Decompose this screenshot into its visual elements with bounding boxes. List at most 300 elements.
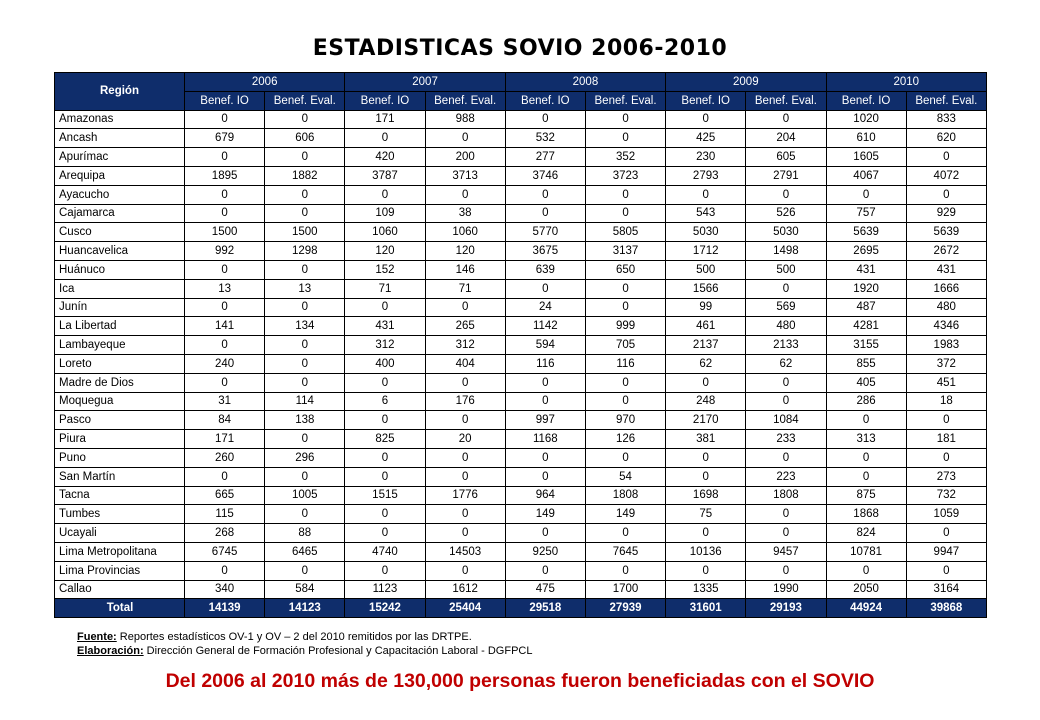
value-cell: 0 (585, 129, 665, 148)
sub-header-benef-eval: Benef. Eval. (746, 91, 826, 110)
value-cell: 0 (826, 185, 906, 204)
value-cell: 10781 (826, 542, 906, 561)
value-cell: 0 (425, 561, 505, 580)
value-cell: 855 (826, 354, 906, 373)
value-cell: 0 (185, 561, 265, 580)
value-cell: 0 (585, 392, 665, 411)
value-cell: 3787 (345, 166, 425, 185)
region-cell: Junín (55, 298, 185, 317)
region-cell: San Martín (55, 467, 185, 486)
table-row (55, 129, 987, 148)
value-cell: 13 (185, 279, 265, 298)
region-cell: Tacna (55, 486, 185, 505)
value-cell: 0 (505, 373, 585, 392)
value-cell: 138 (265, 411, 345, 430)
sub-header-benef-eval: Benef. Eval. (585, 91, 665, 110)
value-cell: 0 (265, 185, 345, 204)
table-row (55, 561, 987, 580)
value-cell: 248 (666, 392, 746, 411)
table-row (55, 430, 987, 449)
sub-header-benef-io: Benef. IO (666, 91, 746, 110)
value-cell: 99 (666, 298, 746, 317)
value-cell: 0 (185, 110, 265, 129)
region-cell: Tumbes (55, 505, 185, 524)
table-row (55, 279, 987, 298)
value-cell: 0 (505, 392, 585, 411)
value-cell: 606 (265, 129, 345, 148)
value-cell: 1776 (425, 486, 505, 505)
value-cell: 0 (425, 524, 505, 543)
value-cell: 62 (746, 354, 826, 373)
value-cell: 10136 (666, 542, 746, 561)
value-cell: 1168 (505, 430, 585, 449)
value-cell: 9947 (906, 542, 986, 561)
value-cell: 2137 (666, 336, 746, 355)
value-cell: 431 (345, 317, 425, 336)
value-cell: 120 (345, 242, 425, 261)
value-cell: 0 (585, 373, 665, 392)
value-cell: 1500 (265, 223, 345, 242)
total-label: Total (55, 599, 185, 618)
value-cell: 0 (185, 336, 265, 355)
value-cell: 0 (425, 298, 505, 317)
value-cell: 4281 (826, 317, 906, 336)
elaboration-note (77, 644, 532, 658)
value-cell: 584 (265, 580, 345, 599)
value-cell: 1498 (746, 242, 826, 261)
value-cell: 679 (185, 129, 265, 148)
value-cell: 2170 (666, 411, 746, 430)
source-note (77, 630, 532, 644)
region-cell: Huancavelica (55, 242, 185, 261)
value-cell: 824 (826, 524, 906, 543)
value-cell: 0 (265, 148, 345, 167)
total-value-cell: 14139 (185, 599, 265, 618)
value-cell: 1020 (826, 110, 906, 129)
value-cell: 1698 (666, 486, 746, 505)
table-row (55, 524, 987, 543)
region-cell: Ayacucho (55, 185, 185, 204)
value-cell: 0 (265, 260, 345, 279)
value-cell: 1895 (185, 166, 265, 185)
total-value-cell: 31601 (666, 599, 746, 618)
total-value-cell: 29193 (746, 599, 826, 618)
value-cell: 88 (265, 524, 345, 543)
value-cell: 650 (585, 260, 665, 279)
value-cell: 0 (265, 561, 345, 580)
sub-header-benef-io: Benef. IO (185, 91, 265, 110)
table-row (55, 204, 987, 223)
value-cell: 0 (345, 185, 425, 204)
table-row (55, 411, 987, 430)
value-cell: 0 (746, 524, 826, 543)
value-cell: 1515 (345, 486, 425, 505)
value-cell: 532 (505, 129, 585, 148)
value-cell: 116 (505, 354, 585, 373)
value-cell: 0 (585, 448, 665, 467)
value-cell: 31 (185, 392, 265, 411)
value-cell: 0 (425, 411, 505, 430)
sub-header-benef-io: Benef. IO (826, 91, 906, 110)
region-cell: Pasco (55, 411, 185, 430)
source-label: Fuente: (77, 631, 117, 643)
value-cell: 0 (746, 505, 826, 524)
value-cell: 0 (425, 448, 505, 467)
region-cell: Loreto (55, 354, 185, 373)
value-cell: 20 (425, 430, 505, 449)
region-cell: Lima Provincias (55, 561, 185, 580)
value-cell: 296 (265, 448, 345, 467)
value-cell: 6465 (265, 542, 345, 561)
value-cell: 171 (345, 110, 425, 129)
value-cell: 0 (666, 524, 746, 543)
value-cell: 543 (666, 204, 746, 223)
value-cell: 0 (425, 373, 505, 392)
value-cell: 75 (666, 505, 746, 524)
sub-header-benef-io: Benef. IO (505, 91, 585, 110)
value-cell: 425 (666, 129, 746, 148)
value-cell: 4067 (826, 166, 906, 185)
value-cell: 115 (185, 505, 265, 524)
value-cell: 1335 (666, 580, 746, 599)
region-cell: Madre de Dios (55, 373, 185, 392)
value-cell: 0 (746, 561, 826, 580)
region-cell: Puno (55, 448, 185, 467)
value-cell: 0 (666, 373, 746, 392)
value-cell: 0 (425, 129, 505, 148)
value-cell: 825 (345, 430, 425, 449)
value-cell: 0 (265, 298, 345, 317)
value-cell: 4740 (345, 542, 425, 561)
value-cell: 2793 (666, 166, 746, 185)
table-row (55, 260, 987, 279)
value-cell: 526 (746, 204, 826, 223)
value-cell: 1005 (265, 486, 345, 505)
value-cell: 0 (746, 373, 826, 392)
value-cell: 480 (906, 298, 986, 317)
table-row (55, 580, 987, 599)
value-cell: 461 (666, 317, 746, 336)
value-cell: 705 (585, 336, 665, 355)
value-cell: 1084 (746, 411, 826, 430)
value-cell: 0 (505, 524, 585, 543)
value-cell: 230 (666, 148, 746, 167)
value-cell: 475 (505, 580, 585, 599)
value-cell: 500 (666, 260, 746, 279)
value-cell: 620 (906, 129, 986, 148)
value-cell: 0 (666, 561, 746, 580)
value-cell: 0 (185, 260, 265, 279)
table-row (55, 110, 987, 129)
table-row (55, 298, 987, 317)
value-cell: 0 (666, 110, 746, 129)
region-cell: Piura (55, 430, 185, 449)
page-title: ESTADISTICAS SOVIO 2006-2010 (312, 36, 728, 61)
value-cell: 181 (906, 430, 986, 449)
region-cell: Apurímac (55, 148, 185, 167)
value-cell: 0 (585, 185, 665, 204)
table-row (55, 354, 987, 373)
value-cell: 0 (425, 467, 505, 486)
value-cell: 992 (185, 242, 265, 261)
value-cell: 0 (906, 524, 986, 543)
value-cell: 0 (906, 148, 986, 167)
value-cell: 0 (265, 354, 345, 373)
value-cell: 84 (185, 411, 265, 430)
value-cell: 340 (185, 580, 265, 599)
value-cell: 405 (826, 373, 906, 392)
value-cell: 116 (585, 354, 665, 373)
value-cell: 420 (345, 148, 425, 167)
value-cell: 0 (746, 279, 826, 298)
sub-header-benef-eval: Benef. Eval. (265, 91, 345, 110)
region-cell: Ica (55, 279, 185, 298)
value-cell: 1808 (585, 486, 665, 505)
value-cell: 71 (425, 279, 505, 298)
value-cell: 0 (906, 411, 986, 430)
value-cell: 5030 (666, 223, 746, 242)
value-cell: 3155 (826, 336, 906, 355)
table-body (55, 110, 987, 618)
value-cell: 875 (826, 486, 906, 505)
value-cell: 0 (746, 110, 826, 129)
value-cell: 0 (185, 204, 265, 223)
value-cell: 431 (826, 260, 906, 279)
value-cell: 6745 (185, 542, 265, 561)
value-cell: 0 (666, 448, 746, 467)
value-cell: 146 (425, 260, 505, 279)
value-cell: 0 (505, 110, 585, 129)
value-cell: 152 (345, 260, 425, 279)
value-cell: 639 (505, 260, 585, 279)
value-cell: 200 (425, 148, 505, 167)
value-cell: 1882 (265, 166, 345, 185)
value-cell: 1990 (746, 580, 826, 599)
year-header: 2008 (505, 73, 665, 92)
value-cell: 1700 (585, 580, 665, 599)
sub-header-benef-eval: Benef. Eval. (906, 91, 986, 110)
table-row (55, 242, 987, 261)
value-cell: 3675 (505, 242, 585, 261)
value-cell: 313 (826, 430, 906, 449)
table-row (55, 542, 987, 561)
value-cell: 0 (345, 373, 425, 392)
value-cell: 3723 (585, 166, 665, 185)
value-cell: 5805 (585, 223, 665, 242)
total-value-cell: 44924 (826, 599, 906, 618)
value-cell: 0 (585, 110, 665, 129)
value-cell: 286 (826, 392, 906, 411)
value-cell: 14503 (425, 542, 505, 561)
value-cell: 1712 (666, 242, 746, 261)
table-row (55, 336, 987, 355)
value-cell: 970 (585, 411, 665, 430)
value-cell: 7645 (585, 542, 665, 561)
value-cell: 1920 (826, 279, 906, 298)
value-cell: 0 (585, 524, 665, 543)
value-cell: 0 (345, 561, 425, 580)
value-cell: 404 (425, 354, 505, 373)
value-cell: 0 (906, 561, 986, 580)
region-cell: Ancash (55, 129, 185, 148)
value-cell: 0 (345, 129, 425, 148)
value-cell: 0 (505, 448, 585, 467)
value-cell: 0 (585, 298, 665, 317)
value-cell: 0 (345, 411, 425, 430)
value-cell: 233 (746, 430, 826, 449)
value-cell: 1868 (826, 505, 906, 524)
value-cell: 372 (906, 354, 986, 373)
value-cell: 0 (746, 392, 826, 411)
sub-header-benef-io: Benef. IO (345, 91, 425, 110)
value-cell: 1298 (265, 242, 345, 261)
value-cell: 2672 (906, 242, 986, 261)
value-cell: 71 (345, 279, 425, 298)
value-cell: 109 (345, 204, 425, 223)
value-cell: 0 (826, 411, 906, 430)
value-cell: 381 (666, 430, 746, 449)
value-cell: 352 (585, 148, 665, 167)
region-cell: Cajamarca (55, 204, 185, 223)
value-cell: 6 (345, 392, 425, 411)
value-cell: 757 (826, 204, 906, 223)
value-cell: 451 (906, 373, 986, 392)
value-cell: 0 (265, 373, 345, 392)
region-cell: Moquegua (55, 392, 185, 411)
value-cell: 1500 (185, 223, 265, 242)
value-cell: 126 (585, 430, 665, 449)
value-cell: 1605 (826, 148, 906, 167)
value-cell: 24 (505, 298, 585, 317)
value-cell: 1123 (345, 580, 425, 599)
value-cell: 312 (425, 336, 505, 355)
value-cell: 18 (906, 392, 986, 411)
value-cell: 0 (345, 298, 425, 317)
value-cell: 0 (826, 467, 906, 486)
value-cell: 54 (585, 467, 665, 486)
year-header: 2010 (826, 73, 987, 92)
value-cell: 833 (906, 110, 986, 129)
value-cell: 0 (746, 448, 826, 467)
value-cell: 0 (265, 505, 345, 524)
value-cell: 500 (746, 260, 826, 279)
value-cell: 732 (906, 486, 986, 505)
value-cell: 5639 (826, 223, 906, 242)
region-cell: La Libertad (55, 317, 185, 336)
value-cell: 0 (185, 148, 265, 167)
value-cell: 273 (906, 467, 986, 486)
elaboration-label: Elaboración: (77, 645, 144, 657)
value-cell: 134 (265, 317, 345, 336)
value-cell: 1566 (666, 279, 746, 298)
statistics-table (54, 72, 987, 618)
year-header-row (55, 73, 987, 92)
value-cell: 1060 (345, 223, 425, 242)
value-cell: 0 (505, 467, 585, 486)
footnotes (77, 630, 532, 658)
value-cell: 13 (265, 279, 345, 298)
total-value-cell: 29518 (505, 599, 585, 618)
value-cell: 0 (505, 185, 585, 204)
table-row (55, 448, 987, 467)
year-header: 2007 (345, 73, 505, 92)
value-cell: 0 (265, 204, 345, 223)
year-header: 2006 (185, 73, 345, 92)
region-cell: Huánuco (55, 260, 185, 279)
table-row (55, 223, 987, 242)
value-cell: 2050 (826, 580, 906, 599)
value-cell: 223 (746, 467, 826, 486)
value-cell: 204 (746, 129, 826, 148)
value-cell: 0 (265, 467, 345, 486)
value-cell: 260 (185, 448, 265, 467)
value-cell: 171 (185, 430, 265, 449)
value-cell: 3164 (906, 580, 986, 599)
value-cell: 5770 (505, 223, 585, 242)
value-cell: 0 (185, 298, 265, 317)
value-cell: 120 (425, 242, 505, 261)
table-row (55, 317, 987, 336)
value-cell: 2133 (746, 336, 826, 355)
summary-headline: Del 2006 al 2010 más de 130,000 personas fueron beneficiadas con el SOVIO (165, 670, 875, 692)
value-cell: 0 (505, 279, 585, 298)
value-cell: 929 (906, 204, 986, 223)
region-cell: Arequipa (55, 166, 185, 185)
value-cell: 312 (345, 336, 425, 355)
value-cell: 0 (906, 185, 986, 204)
value-cell: 9457 (746, 542, 826, 561)
table-row (55, 148, 987, 167)
value-cell: 3746 (505, 166, 585, 185)
value-cell: 1059 (906, 505, 986, 524)
region-cell: Lambayeque (55, 336, 185, 355)
value-cell: 610 (826, 129, 906, 148)
table-row (55, 505, 987, 524)
value-cell: 0 (265, 336, 345, 355)
region-cell: Amazonas (55, 110, 185, 129)
value-cell: 1142 (505, 317, 585, 336)
elaboration-text: Dirección General de Formación Profesional y Capacitación Laboral - DGFPCL (143, 645, 533, 657)
value-cell: 0 (585, 279, 665, 298)
value-cell: 1808 (746, 486, 826, 505)
total-value-cell: 15242 (345, 599, 425, 618)
value-cell: 431 (906, 260, 986, 279)
value-cell: 0 (345, 505, 425, 524)
value-cell: 487 (826, 298, 906, 317)
value-cell: 0 (505, 561, 585, 580)
value-cell: 38 (425, 204, 505, 223)
value-cell: 480 (746, 317, 826, 336)
value-cell: 0 (425, 185, 505, 204)
region-cell: Lima Metropolitana (55, 542, 185, 561)
value-cell: 149 (585, 505, 665, 524)
value-cell: 0 (185, 373, 265, 392)
value-cell: 0 (425, 505, 505, 524)
value-cell: 2695 (826, 242, 906, 261)
value-cell: 400 (345, 354, 425, 373)
source-text: Reportes estadísticos OV-1 y OV – 2 del 2010 remitidos por las DRTPE. (116, 631, 472, 643)
value-cell: 0 (185, 467, 265, 486)
value-cell: 62 (666, 354, 746, 373)
region-cell: Callao (55, 580, 185, 599)
value-cell: 594 (505, 336, 585, 355)
value-cell: 999 (585, 317, 665, 336)
value-cell: 997 (505, 411, 585, 430)
region-column-header: Región (55, 73, 185, 111)
value-cell: 0 (185, 185, 265, 204)
value-cell: 988 (425, 110, 505, 129)
value-cell: 5030 (746, 223, 826, 242)
